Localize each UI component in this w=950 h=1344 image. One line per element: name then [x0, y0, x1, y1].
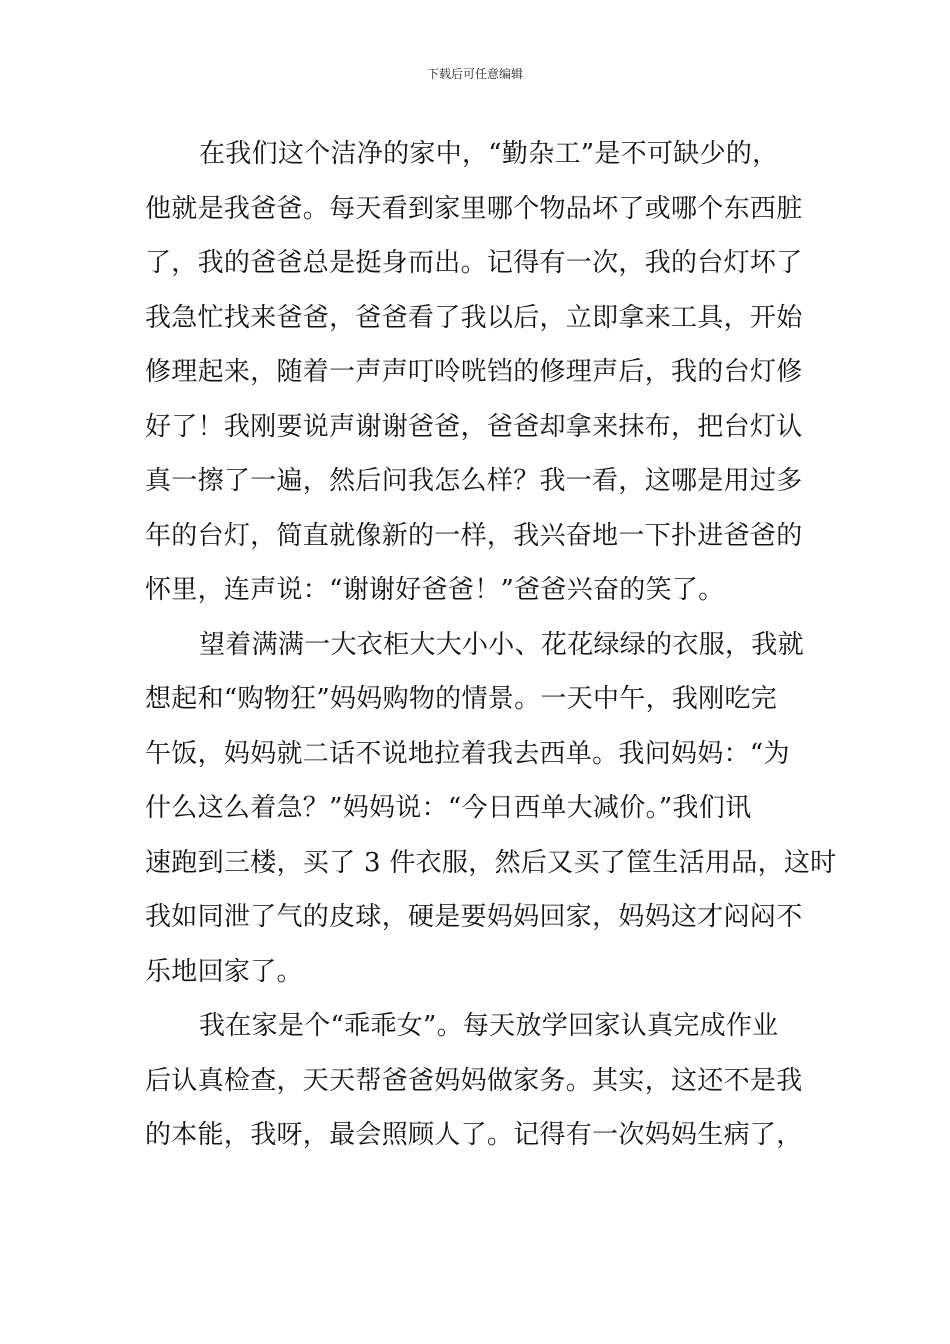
paragraph-1-line-2: 他就是我爸爸。每天看到家里哪个物品坏了或哪个东西脏	[145, 193, 803, 224]
document-body	[145, 127, 837, 1163]
paragraph-1-line-4: 我急忙找来爸爸，爸爸看了我以后，立即拿来工具，开始	[145, 302, 803, 333]
paragraph-2-line-6: 我如同泄了气的皮球，硬是要妈妈回家，妈妈这才闷闷不	[145, 902, 803, 932]
paragraph-1-line-6: 好了！我刚要说声谢谢爸爸，爸爸却拿来抹布，把台灯认	[145, 411, 803, 442]
paragraph-1-line-7: 真一擦了一遍，然后问我怎么样？我一看，这哪是用过多	[145, 466, 803, 496]
paragraph-1-line-3: 了，我的爸爸总是挺身而出。记得有一次，我的台灯坏了	[145, 248, 803, 278]
paragraph-1-line-1: 在我们这个洁净的家中，“勤杂工”是不可缺少的，	[199, 139, 779, 169]
paragraph-2-line-3: 午饭，妈妈就二话不说地拉着我去西单。我问妈妈：“为	[145, 738, 790, 769]
paragraph-1-line-9: 怀里，连声说：“谢谢好爸爸！”爸爸兴奋的笑了。	[145, 575, 725, 605]
paragraph-3-line-2: 后认真检查，天天帮爸爸妈妈做家务。其实，这还不是我	[145, 1065, 803, 1096]
paragraph-1-line-8: 年的台灯，简直就像新的一样，我兴奋地一下扑进爸爸的	[145, 520, 803, 551]
page-header: 下载后可任意编辑	[426, 67, 523, 81]
paragraph-1-line-5: 修理起来，随着一声声叮呤咣铛的修理声后，我的台灯修	[145, 357, 803, 387]
paragraph-2-line-7: 乐地回家了。	[145, 956, 303, 987]
paragraph-2-line-4: 什么这么着急？”妈妈说：“今日西单大减价。”我们讯	[145, 793, 752, 823]
paragraph-3-line-3: 的本能，我呀，最会照顾人了。记得有一次妈妈生病了，	[145, 1120, 803, 1150]
paragraph-2-line-5: 速跑到三楼，买了 3 件衣服，然后又买了筐生活用品，这时	[145, 847, 837, 878]
paragraph-2-line-2: 想起和“购物狂”妈妈购物的情景。一天中午，我刚吃完	[145, 684, 778, 714]
paragraph-3-line-1: 我在家是个“乖乖女”。每天放学回家认真完成作业	[199, 1011, 779, 1041]
paragraph-2-line-1: 望着满满一大衣柜大大小小、花花绿绿的衣服，我就	[199, 629, 804, 660]
